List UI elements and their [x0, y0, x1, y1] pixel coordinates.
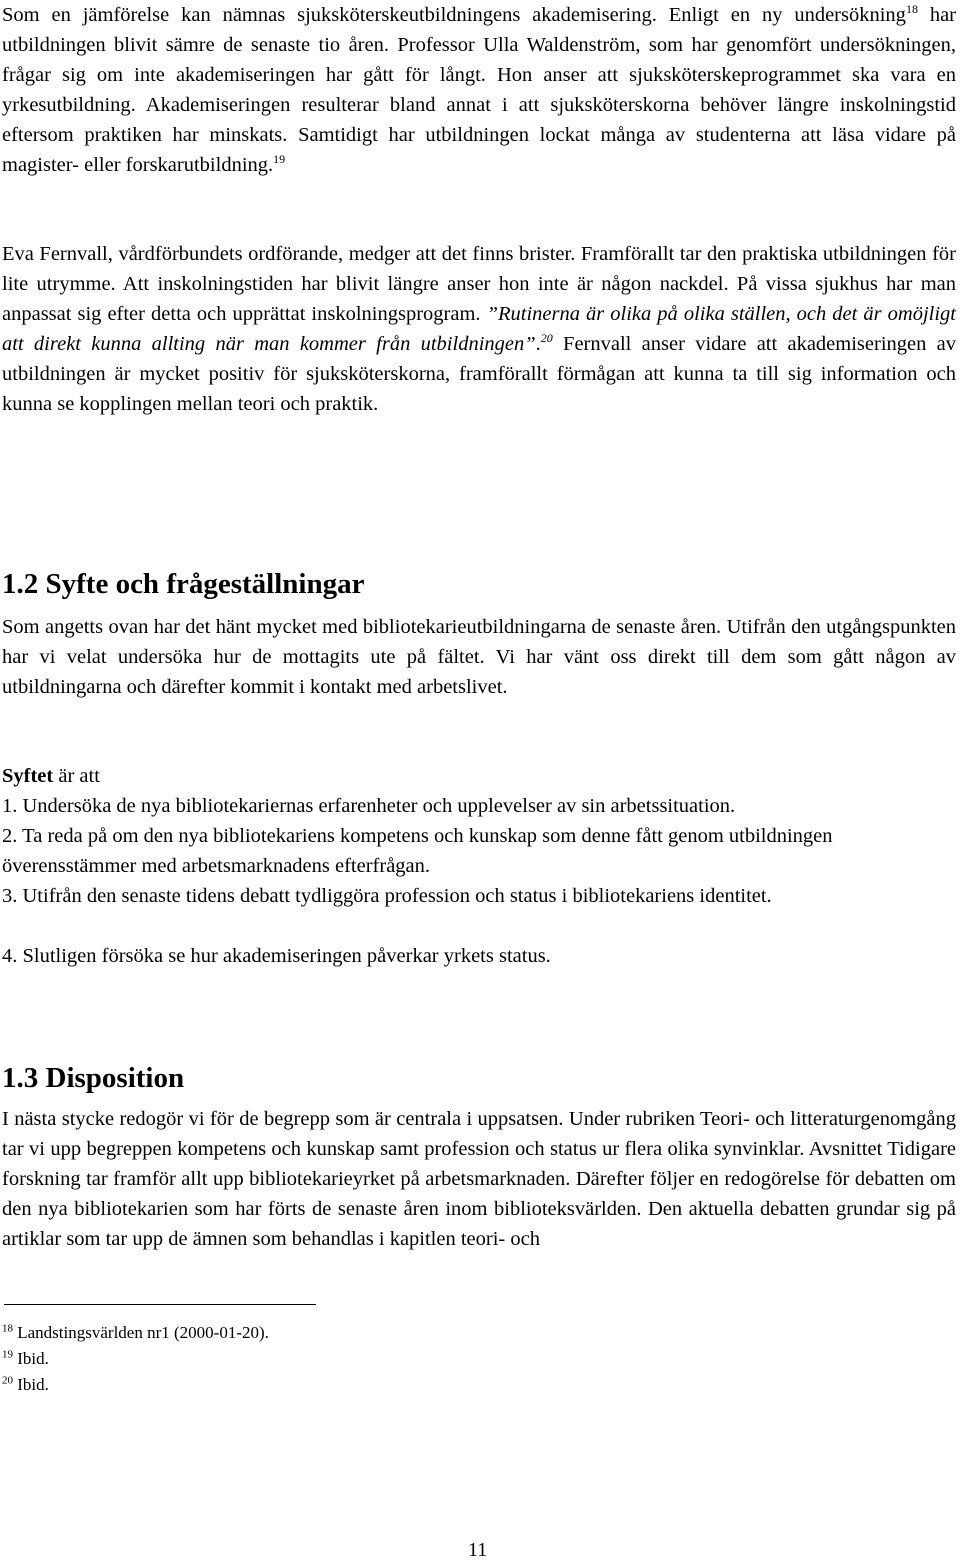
footnote-text: Ibid. — [13, 1349, 49, 1368]
intro-paragraph — [2, 0, 956, 210]
footnote-number: 18 — [2, 1322, 13, 1335]
footnote-ref-18[interactable]: 18 — [905, 2, 918, 17]
footnote-ref-19[interactable]: 19 — [273, 152, 286, 167]
footnote-number: 20 — [2, 1374, 13, 1387]
syftet-line — [2, 761, 956, 791]
fernvall-paragraph — [2, 239, 956, 479]
disposition-paragraph: I nästa stycke redogör vi för de begrepp som är centrala i uppsatsen. Under rubriken Teori- och litteraturgenomgång tar vi upp begreppen kompetens och kunskap samt profession och status ur flera olika synvinklar. Avsnittet Tidigare forskning tar framför allt upp bibliotekarieyrket på arbetsmarknaden. Därefter följer en redogörelse för debatten om den nya bibliotekarien som har förts de senaste åren inom biblioteksvärlden. Den aktuella debatten grundar sig på artiklar som tar upp de ämnen som behandlas i kapitlen teori- och — [2, 1108, 956, 1250]
footnote-18 — [2, 1322, 269, 1344]
intro-text-2: har utbildningen blivit sämre de senaste tio åren. Professor Ulla Waldenström, som har genomfört undersökningen, frågar sig om inte akademiseringen har gått för långt. Hon anser att sjuksköterskeprogrammet ska vara en yrkesutbildning. Akademiseringen resulterar bland annat i att sjuksköterskorna behöver längre inskolningstid eftersom praktiken har minskats. Samtidigt har utbildningen lockat många av studenterna att läsa vidare på magister- eller forskarutbildning. — [2, 4, 956, 176]
syftet-bold: Syftet — [2, 765, 54, 787]
footnote-separator — [4, 1304, 316, 1305]
fernvall-quote-end: . — [535, 333, 541, 355]
aim-item-2: 2. Ta reda på om den nya bibliotekariens kompetens och kunskap som denne fått genom utbildningen överensstämmer med arbetsmarknadens efterfrågan. — [2, 825, 833, 877]
aim-item-4: 4. Slutligen försöka se hur akademiseringen påverkar yrkets status. — [2, 945, 551, 967]
fernvall-text-2: Fernvall anser vidare att akademiseringen av utbildningen är mycket positiv för sjuksköterskorna, framförallt förmågan att kunna ta till sig information och kunna se kopplingen mellan teori och praktik. — [2, 333, 956, 415]
footnote-ref-20[interactable]: 20 — [540, 331, 553, 346]
footnote-text: Ibid. — [13, 1375, 49, 1394]
footnote-text: Landstingsvärlden nr1 (2000-01-20). — [13, 1323, 269, 1342]
footnote-number: 19 — [2, 1348, 13, 1361]
intro-text-1: Som en jämförelse kan nämnas sjuksköterskeutbildningens akademisering. Enligt en ny undersökning — [2, 4, 906, 26]
aim-item-3: 3. Utifrån den senaste tidens debatt tydliggöra profession och status i bibliotekariens identitet. — [2, 885, 772, 907]
heading-1-3: 1.3 Disposition — [2, 1062, 185, 1094]
syftet-rest: är att — [53, 765, 100, 787]
aim-item-1: 1. Undersöka de nya bibliotekariernas erfarenheter och upplevelser av sin arbetssituation. — [2, 795, 736, 817]
page-number: 11 — [468, 1539, 488, 1561]
syfte-paragraph: Som angetts ovan har det hänt mycket med bibliotekarieutbildningarna de senaste åren. Utifrån den utgångspunkten har vi velat undersöka hur de mottagits ute på fältet. Vi har vänt oss direkt till dem som gått någon av utbildningarna och därefter kommit i kontakt med arbetslivet. — [2, 616, 956, 698]
footnote-20 — [2, 1374, 49, 1396]
fernvall-text-1: Eva Fernvall, vårdförbundets ordförande, medger att det finns brister. Framförallt tar den praktiska utbildningen för lite utrymme. Att inskolningstiden har blivit längre anser hon inte är någon nackdel. På vissa sjukhus har man anpassat sig efter detta och upprättat inskolningsprogram. — [2, 243, 956, 325]
heading-1-2: 1.2 Syfte och frågeställningar — [2, 568, 365, 600]
fernvall-quote: ”Rutinerna är olika på olika ställen, och det är omöjligt att direkt kunna allting när man kommer från utbildningen” — [2, 303, 956, 355]
footnote-19 — [2, 1348, 49, 1370]
